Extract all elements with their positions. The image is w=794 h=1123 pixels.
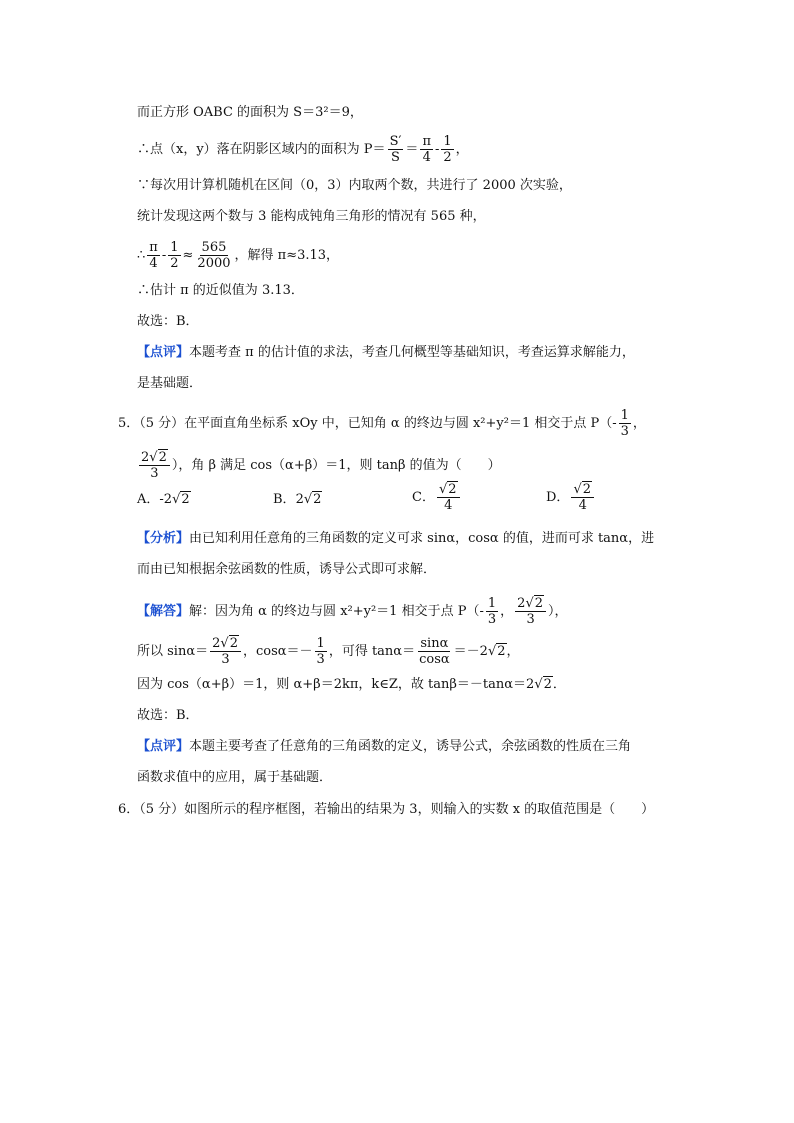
text-line: 故选：B． xyxy=(137,314,199,329)
fraction-denominator: cosα xyxy=(419,652,450,667)
text-line: 故选：B． xyxy=(137,708,199,723)
fraction-denominator: 2000 xyxy=(197,256,231,271)
text-segment: ＝－2 xyxy=(453,644,488,659)
analysis-line xyxy=(137,529,654,549)
fraction xyxy=(315,636,327,667)
fraction xyxy=(388,134,404,165)
fraction xyxy=(210,636,241,667)
text-segment: ． xyxy=(552,677,566,692)
text-segment: 本题主要考查了任意角的三角函数的定义，诱导公式，余弦函数的性质在三角 xyxy=(189,739,632,754)
text-segment: ， xyxy=(500,604,514,619)
sqrt-symbol: √2 xyxy=(573,482,592,497)
answer-line xyxy=(137,596,568,627)
text-segment: ≈ xyxy=(182,248,194,263)
option-a: A．-2√2 xyxy=(137,490,191,510)
fraction-denominator: 2 xyxy=(443,150,452,165)
fraction-denominator: 2 xyxy=(170,256,179,271)
text-segment: ， xyxy=(632,416,646,431)
fraction-numerator: π xyxy=(149,240,158,255)
text-segment: 所以 sinα＝ xyxy=(137,644,209,659)
comment-line xyxy=(137,343,635,363)
text-line: 是基础题． xyxy=(137,376,203,391)
fraction-numerator: 1 xyxy=(487,596,497,611)
text-line xyxy=(137,675,566,695)
fraction xyxy=(195,240,232,271)
fraction xyxy=(139,450,170,481)
text-segment: ∴点（x，y）落在阴影区域内的面积为 P＝ xyxy=(137,142,386,157)
sqrt-symbol: √2 xyxy=(487,644,506,659)
fraction-denominator: 3 xyxy=(150,466,159,481)
text-segment: - xyxy=(434,142,440,157)
text-line: 而正方形 OABC 的面积为 S＝3²＝9， xyxy=(137,105,363,120)
text-line xyxy=(137,134,469,165)
fraction-numerator: 2√2 xyxy=(139,450,170,466)
text-segment: ， xyxy=(506,644,520,659)
text-line: ∵每次用计算机随机在区间（0，3）内取两个数，共进行了 2000 次实验， xyxy=(137,178,572,193)
sqrt-symbol: √2 xyxy=(303,492,322,507)
analysis-tag: 【分析】 xyxy=(137,531,190,546)
question-stem xyxy=(118,408,646,439)
fraction-numerator: 1 xyxy=(620,408,629,423)
fraction-numerator: sinα xyxy=(420,636,449,651)
fraction-numerator xyxy=(437,482,460,498)
text-segment: ，解得 π≈3.13， xyxy=(234,248,340,263)
text-line xyxy=(137,636,520,667)
text-line: 函数求值中的应用，属于基础题． xyxy=(137,770,333,785)
fraction xyxy=(619,408,631,439)
fraction xyxy=(571,482,594,513)
text-segment: ， xyxy=(455,142,469,157)
fraction xyxy=(437,482,460,513)
text-line: 而由已知根据余弦函数的性质，诱导公式即可求解． xyxy=(137,562,437,577)
text-segment: 本题考查 π 的估计值的求法，考查几何概型等基础知识，考查运算求解能力， xyxy=(189,345,635,360)
fraction xyxy=(147,240,160,271)
fraction xyxy=(420,134,433,165)
text-line: ∴估计 π 的近似值为 3.13． xyxy=(137,283,304,298)
question-stem xyxy=(137,450,501,481)
sqrt-symbol: √2 xyxy=(438,482,457,497)
text-segment: 由已知利用任意角的三角函数的定义可求 sinα，cosα 的值，进而可求 tanα，进 xyxy=(189,531,655,546)
sqrt-symbol: √2 xyxy=(172,492,190,507)
fraction-numerator: π xyxy=(422,134,431,149)
fraction-denominator: S xyxy=(391,150,400,165)
fraction-denominator: 4 xyxy=(422,150,431,165)
fraction-numerator: 1 xyxy=(316,636,325,651)
fraction xyxy=(486,596,498,627)
fraction-denominator: 3 xyxy=(221,652,230,667)
fraction-numerator: 2√2 xyxy=(210,636,241,652)
answer-tag: 【解答】 xyxy=(137,604,190,619)
option-d: D． $\frac{√2}{4}$ xyxy=(546,482,596,513)
text-segment: - xyxy=(612,416,617,431)
fraction-denominator: 4 xyxy=(444,498,453,513)
fraction-numerator: 565 xyxy=(201,240,227,255)
text-segment: 解：因为角 α 的终边与圆 x²+y²＝1 相交于点 P（ xyxy=(189,604,480,619)
sqrt-symbol: √2 xyxy=(149,450,167,465)
fraction-denominator: 3 xyxy=(316,652,325,667)
text-segment: ，cosα＝－ xyxy=(242,644,313,659)
fraction-numerator xyxy=(571,482,594,498)
fraction-denominator: 3 xyxy=(487,612,497,627)
question-stem: 6．（5 分）如图所示的程序框图，若输出的结果为 3，则输入的实数 x 的取值范围是（ ） xyxy=(118,802,655,817)
fraction-numerator: 2√2 xyxy=(515,596,546,612)
text-segment: - xyxy=(161,248,167,263)
text-segment: ），角 β 满足 cos（α+β）＝1，则 tanβ 的值为（ ） xyxy=(171,458,501,473)
text-segment: - xyxy=(479,604,484,619)
text-segment: ）， xyxy=(548,604,568,619)
fraction-denominator: 3 xyxy=(620,424,629,439)
fraction xyxy=(441,134,453,165)
text-line: 统计发现这两个数与 3 能构成钝角三角形的情况有 565 种， xyxy=(137,209,486,224)
sqrt-symbol: √2 xyxy=(220,636,238,651)
sqrt-symbol: √2 xyxy=(534,677,552,692)
text-segment: ∴ xyxy=(137,248,146,263)
fraction-numerator: S′ xyxy=(389,134,402,149)
comment-tag: 【点评】 xyxy=(137,739,190,754)
text-line xyxy=(137,240,339,271)
fraction-numerator: 1 xyxy=(443,134,452,149)
text-segment: 5．（5 分）在平面直角坐标系 xOy 中，已知角 α 的终边与圆 x²+y²＝1 相交于点 P（ xyxy=(118,416,613,431)
fraction-denominator: 3 xyxy=(526,612,535,627)
text-segment: ，可得 tanα＝ xyxy=(328,644,416,659)
text-segment: ＝ xyxy=(405,142,419,157)
text-segment: 因为 cos（α+β）＝1，则 α+β＝2kπ，k∈Z，故 tanβ＝－tanα＝2 xyxy=(137,677,535,692)
option-b: B．2√2 xyxy=(273,490,322,510)
fraction-numerator: 1 xyxy=(170,240,179,255)
comment-tag: 【点评】 xyxy=(137,345,190,360)
fraction-denominator: 4 xyxy=(149,256,158,271)
fraction xyxy=(515,596,546,627)
fraction xyxy=(417,636,452,667)
sqrt-symbol: √2 xyxy=(525,596,544,611)
comment-line xyxy=(137,737,631,757)
fraction-denominator: 4 xyxy=(578,498,587,513)
option-c: C． $\frac{√2}{4}$ xyxy=(412,482,462,513)
fraction xyxy=(168,240,180,271)
